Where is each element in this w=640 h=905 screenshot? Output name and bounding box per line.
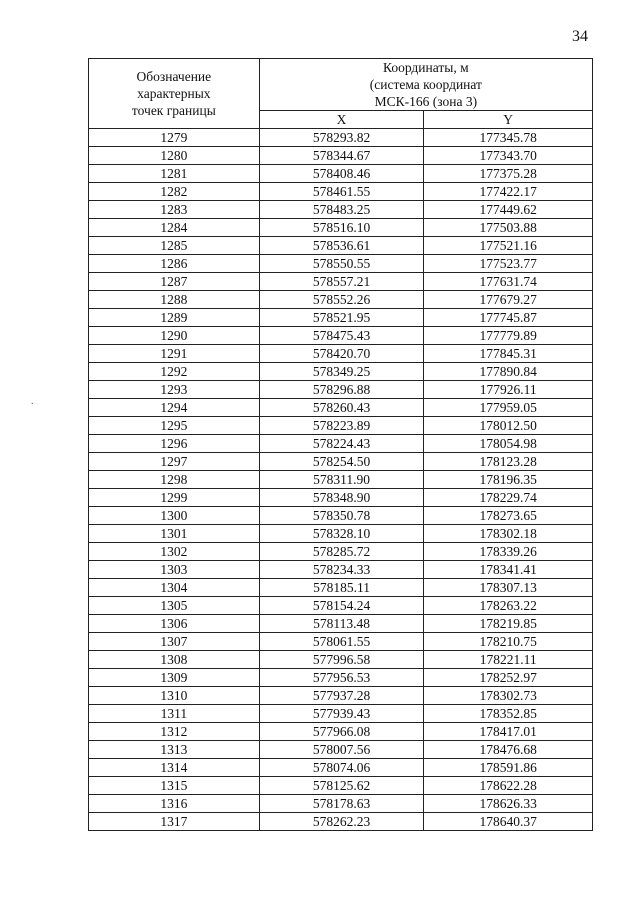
point-cell: 1295	[89, 417, 260, 435]
table-row	[89, 147, 593, 165]
y-cell: 178219.85	[424, 615, 593, 633]
y-cell: 178302.73	[424, 687, 593, 705]
point-cell: 1296	[89, 435, 260, 453]
table-row	[89, 615, 593, 633]
table-row	[89, 471, 593, 489]
table-row	[89, 417, 593, 435]
table-row	[89, 327, 593, 345]
table-row	[89, 453, 593, 471]
y-cell: 178626.33	[424, 795, 593, 813]
y-column-header: Y	[424, 111, 593, 129]
x-cell: 578113.48	[259, 615, 424, 633]
point-cell: 1314	[89, 759, 260, 777]
point-cell: 1300	[89, 507, 260, 525]
x-cell: 578262.23	[259, 813, 424, 831]
x-cell: 578254.50	[259, 453, 424, 471]
y-cell: 177890.84	[424, 363, 593, 381]
table-row	[89, 597, 593, 615]
point-cell: 1308	[89, 651, 260, 669]
table-row	[89, 165, 593, 183]
y-cell: 178591.86	[424, 759, 593, 777]
y-cell: 177503.88	[424, 219, 593, 237]
y-cell: 177959.05	[424, 399, 593, 417]
table-row	[89, 525, 593, 543]
table-row	[89, 741, 593, 759]
table-row	[89, 399, 593, 417]
y-cell: 177926.11	[424, 381, 593, 399]
x-cell: 578344.67	[259, 147, 424, 165]
point-cell: 1291	[89, 345, 260, 363]
table-row	[89, 237, 593, 255]
x-column-header: X	[259, 111, 424, 129]
point-cell: 1316	[89, 795, 260, 813]
x-cell: 578154.24	[259, 597, 424, 615]
point-cell: 1280	[89, 147, 260, 165]
point-cell: 1315	[89, 777, 260, 795]
x-cell: 578074.06	[259, 759, 424, 777]
point-cell: 1307	[89, 633, 260, 651]
x-cell: 578061.55	[259, 633, 424, 651]
x-cell: 578224.43	[259, 435, 424, 453]
point-cell: 1289	[89, 309, 260, 327]
table-row	[89, 543, 593, 561]
x-cell: 578293.82	[259, 129, 424, 147]
x-cell: 578521.95	[259, 309, 424, 327]
y-cell: 178263.22	[424, 597, 593, 615]
y-cell: 178339.26	[424, 543, 593, 561]
table-row	[89, 795, 593, 813]
point-cell: 1304	[89, 579, 260, 597]
page-number: 34	[572, 28, 588, 45]
x-cell: 578223.89	[259, 417, 424, 435]
x-cell: 578007.56	[259, 741, 424, 759]
point-cell: 1311	[89, 705, 260, 723]
y-cell: 178229.74	[424, 489, 593, 507]
table-row	[89, 201, 593, 219]
point-cell: 1283	[89, 201, 260, 219]
y-cell: 178012.50	[424, 417, 593, 435]
table-row	[89, 687, 593, 705]
y-cell: 178640.37	[424, 813, 593, 831]
y-cell: 177679.27	[424, 291, 593, 309]
point-cell: 1299	[89, 489, 260, 507]
x-cell: 578461.55	[259, 183, 424, 201]
y-cell: 178352.85	[424, 705, 593, 723]
table-row	[89, 507, 593, 525]
point-cell: 1287	[89, 273, 260, 291]
table-row	[89, 651, 593, 669]
y-cell: 177631.74	[424, 273, 593, 291]
x-cell: 578475.43	[259, 327, 424, 345]
point-cell: 1281	[89, 165, 260, 183]
table-row	[89, 489, 593, 507]
x-cell: 578483.25	[259, 201, 424, 219]
point-cell: 1284	[89, 219, 260, 237]
x-cell: 578350.78	[259, 507, 424, 525]
y-cell: 178476.68	[424, 741, 593, 759]
table-row	[89, 345, 593, 363]
point-cell: 1313	[89, 741, 260, 759]
x-cell: 578348.90	[259, 489, 424, 507]
y-cell: 178221.11	[424, 651, 593, 669]
table-row	[89, 759, 593, 777]
x-cell: 578311.90	[259, 471, 424, 489]
point-cell: 1297	[89, 453, 260, 471]
y-cell: 178123.28	[424, 453, 593, 471]
y-cell: 178622.28	[424, 777, 593, 795]
table-row	[89, 669, 593, 687]
table-row	[89, 183, 593, 201]
y-cell: 178307.13	[424, 579, 593, 597]
point-cell: 1292	[89, 363, 260, 381]
table-row	[89, 363, 593, 381]
x-cell: 578178.63	[259, 795, 424, 813]
table-row	[89, 633, 593, 651]
y-cell: 177449.62	[424, 201, 593, 219]
table-row	[89, 381, 593, 399]
x-cell: 578557.21	[259, 273, 424, 291]
x-cell: 578285.72	[259, 543, 424, 561]
x-cell: 577956.53	[259, 669, 424, 687]
x-cell: 578260.43	[259, 399, 424, 417]
point-cell: 1305	[89, 597, 260, 615]
point-cell: 1317	[89, 813, 260, 831]
point-cell: 1298	[89, 471, 260, 489]
point-header-line: характерных	[137, 86, 211, 101]
y-cell: 178417.01	[424, 723, 593, 741]
point-cell: 1302	[89, 543, 260, 561]
table-row	[89, 219, 593, 237]
y-cell: 177343.70	[424, 147, 593, 165]
y-cell: 178054.98	[424, 435, 593, 453]
x-cell: 578296.88	[259, 381, 424, 399]
coords-header-line: (система координат	[369, 77, 482, 92]
y-cell: 178252.97	[424, 669, 593, 687]
x-cell: 578420.70	[259, 345, 424, 363]
table-row	[89, 777, 593, 795]
y-cell: 177521.16	[424, 237, 593, 255]
x-cell: 578234.33	[259, 561, 424, 579]
coords-header-line: МСК-166 (зона 3)	[374, 94, 478, 109]
table-row	[89, 435, 593, 453]
point-cell: 1301	[89, 525, 260, 543]
stray-mark: .	[31, 396, 34, 407]
y-cell: 177845.31	[424, 345, 593, 363]
x-cell: 578516.10	[259, 219, 424, 237]
coordinates-table	[88, 58, 593, 831]
y-cell: 178341.41	[424, 561, 593, 579]
point-cell: 1288	[89, 291, 260, 309]
table-row	[89, 723, 593, 741]
point-cell: 1286	[89, 255, 260, 273]
point-cell: 1293	[89, 381, 260, 399]
table-row	[89, 561, 593, 579]
point-header-line: точек границы	[131, 103, 216, 118]
point-cell: 1290	[89, 327, 260, 345]
y-cell: 177523.77	[424, 255, 593, 273]
point-cell: 1303	[89, 561, 260, 579]
point-cell: 1306	[89, 615, 260, 633]
x-cell: 578349.25	[259, 363, 424, 381]
y-cell: 177422.17	[424, 183, 593, 201]
y-cell: 178273.65	[424, 507, 593, 525]
table-row	[89, 129, 593, 147]
coords-header-line: Координаты, м	[383, 60, 469, 75]
x-cell: 578185.11	[259, 579, 424, 597]
table-row	[89, 813, 593, 831]
x-cell: 578125.62	[259, 777, 424, 795]
y-cell: 177745.87	[424, 309, 593, 327]
x-cell: 578552.26	[259, 291, 424, 309]
point-cell: 1310	[89, 687, 260, 705]
y-cell: 177345.78	[424, 129, 593, 147]
point-column-header	[89, 59, 260, 129]
point-cell: 1279	[89, 129, 260, 147]
table-row	[89, 309, 593, 327]
x-cell: 578408.46	[259, 165, 424, 183]
table-row	[89, 579, 593, 597]
x-cell: 577966.08	[259, 723, 424, 741]
point-cell: 1309	[89, 669, 260, 687]
table-row	[89, 273, 593, 291]
x-cell: 577996.58	[259, 651, 424, 669]
coordinates-header	[259, 59, 592, 111]
point-cell: 1294	[89, 399, 260, 417]
point-cell: 1282	[89, 183, 260, 201]
point-cell: 1285	[89, 237, 260, 255]
table-row	[89, 705, 593, 723]
x-cell: 577939.43	[259, 705, 424, 723]
x-cell: 578550.55	[259, 255, 424, 273]
y-cell: 178210.75	[424, 633, 593, 651]
table-row	[89, 255, 593, 273]
x-cell: 578536.61	[259, 237, 424, 255]
y-cell: 177375.28	[424, 165, 593, 183]
point-cell: 1312	[89, 723, 260, 741]
y-cell: 177779.89	[424, 327, 593, 345]
table-row	[89, 291, 593, 309]
point-header-line: Обозначение	[136, 69, 212, 84]
y-cell: 178302.18	[424, 525, 593, 543]
x-cell: 577937.28	[259, 687, 424, 705]
y-cell: 178196.35	[424, 471, 593, 489]
coordinates-rows	[89, 129, 593, 831]
x-cell: 578328.10	[259, 525, 424, 543]
